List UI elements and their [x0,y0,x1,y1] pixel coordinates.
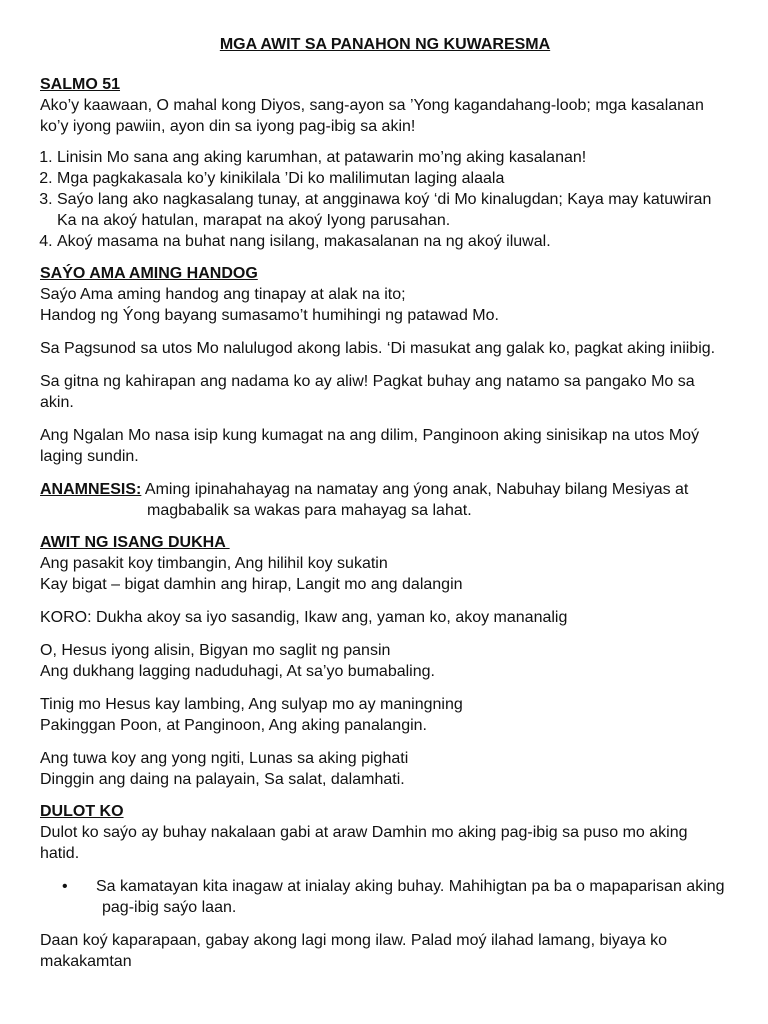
dukha-verse-1-line-2: Kay bigat – bigat damhin ang hirap, Langit mo ang dalangin [40,576,463,593]
sayo-paragraph-4: Ang Ngalan Mo nasa isip kung kumagat na ang dilim, Panginoon aking sinisikap na utos Moý laging sundin. [40,427,700,465]
document-page [40,35,730,972]
list-item [62,876,730,918]
section-dulot-ko [40,802,730,972]
salmo-item: 3. Saýo lang ako nagkasalang tunay, at angginawa koý ‘di Mo kinalugdan; Kaya may katuwiran Ka na akoý hatulan, marapat na akoý Iyong parusahan. [57,189,730,231]
dukha-verse-3-line-1: Tinig mo Hesus kay lambing, Ang sulyap mo ay maningning [40,696,463,713]
dukha-verse-4-line-2: Dinggin ang daing na palayain, Sa salat, dalamhati. [40,771,405,788]
dulot-bullet-text: Sa kamatayan kita inagaw at inialay aking buhay. Mahihigtan pa ba o mapaparisan aking pag-ibig saýo laan. [96,878,725,916]
anamnesis-label: ANAMNESIS: [40,481,142,498]
section-salmo-51 [40,75,730,252]
salmo-intro: Ako’y kaawaan, O mahal kong Diyos, sang-ayon sa ’Yong kagandahang-loob; mga kasalanan ko’y iyong pawiin, ayon din sa iyong pag-ibig sa akin! [40,97,704,135]
dukha-heading: AWIT NG ISANG DUKHA [40,534,230,551]
dukha-verse-4-line-1: Ang tuwa koy ang yong ngiti, Lunas sa aking pighati [40,750,409,767]
salmo-heading: SALMO 51 [40,76,121,93]
salmo-item: 1. Linisin Mo sana ang aking karumhan, at patawarin mo’ng aking kasalanan! [57,147,730,168]
sayo-heading: SAÝO AMA AMING HANDOG [40,265,258,282]
document-title: MGA AWIT SA PANAHON NG KUWARESMA [219,36,551,53]
section-sayo-ama [40,264,730,467]
dukha-verse-2-line-1: O, Hesus iyong alisin, Bigyan mo saglit ng pansin [40,642,391,659]
bullet-icon: • [62,878,68,895]
dulot-paragraph-2: Daan koý kaparapaan, gabay akong lagi mong ilaw. Palad moý ilahad lamang, biyaya ko makakamtan [40,932,668,970]
dulot-heading: DULOT KO [40,803,124,820]
dulot-paragraph-1: Dulot ko saýo ay buhay nakalaan gabi at araw Damhin mo aking pag-ibig sa puso mo aking hatid. [40,824,688,862]
sayo-paragraph-2: Sa Pagsunod sa utos Mo nalulugod akong labis. ‘Di masukat ang galak ko, pagkat aking iniibig. [40,340,716,357]
dukha-verse-2-line-2: Ang dukhang lagging naduduhagi, At sa’yo bumabaling. [40,663,435,680]
dulot-bullet-list [40,876,730,918]
anamnesis-text: Aming ipinahahayag na namatay ang ýong anak, Nabuhay bilang Mesiyas at magbabalik sa wakas para mahayag sa lahat. [141,481,689,519]
dukha-koro: KORO: Dukha akoy sa iyo sasandig, Ikaw ang, yaman ko, akoy mananalig [40,609,568,626]
sayo-line-1: Saýo Ama aming handog ang tinapay at alak na ito; [40,286,406,303]
salmo-list [40,147,730,252]
sayo-paragraph-3: Sa gitna ng kahirapan ang nadama ko ay aliw! Pagkat buhay ang natamo sa pangako Mo sa akin. [40,373,695,411]
dukha-verse-1-line-1: Ang pasakit koy timbangin, Ang hilihil koy sukatin [40,555,388,572]
sayo-line-2: Handog ng Ýong bayang sumasamo’t humihingi ng patawad Mo. [40,307,499,324]
salmo-item: 2. Mga pagkakasala ko’y kinikilala ’Di ko malilimutan laging alaala [57,168,730,189]
salmo-item: 4. Akoý masama na buhat nang isilang, makasalanan na ng akoý iluwal. [57,231,730,252]
anamnesis-paragraph [40,479,730,521]
section-awit-dukha [40,533,730,790]
dukha-verse-3-line-2: Pakinggan Poon, at Panginoon, Ang aking panalangin. [40,717,427,734]
